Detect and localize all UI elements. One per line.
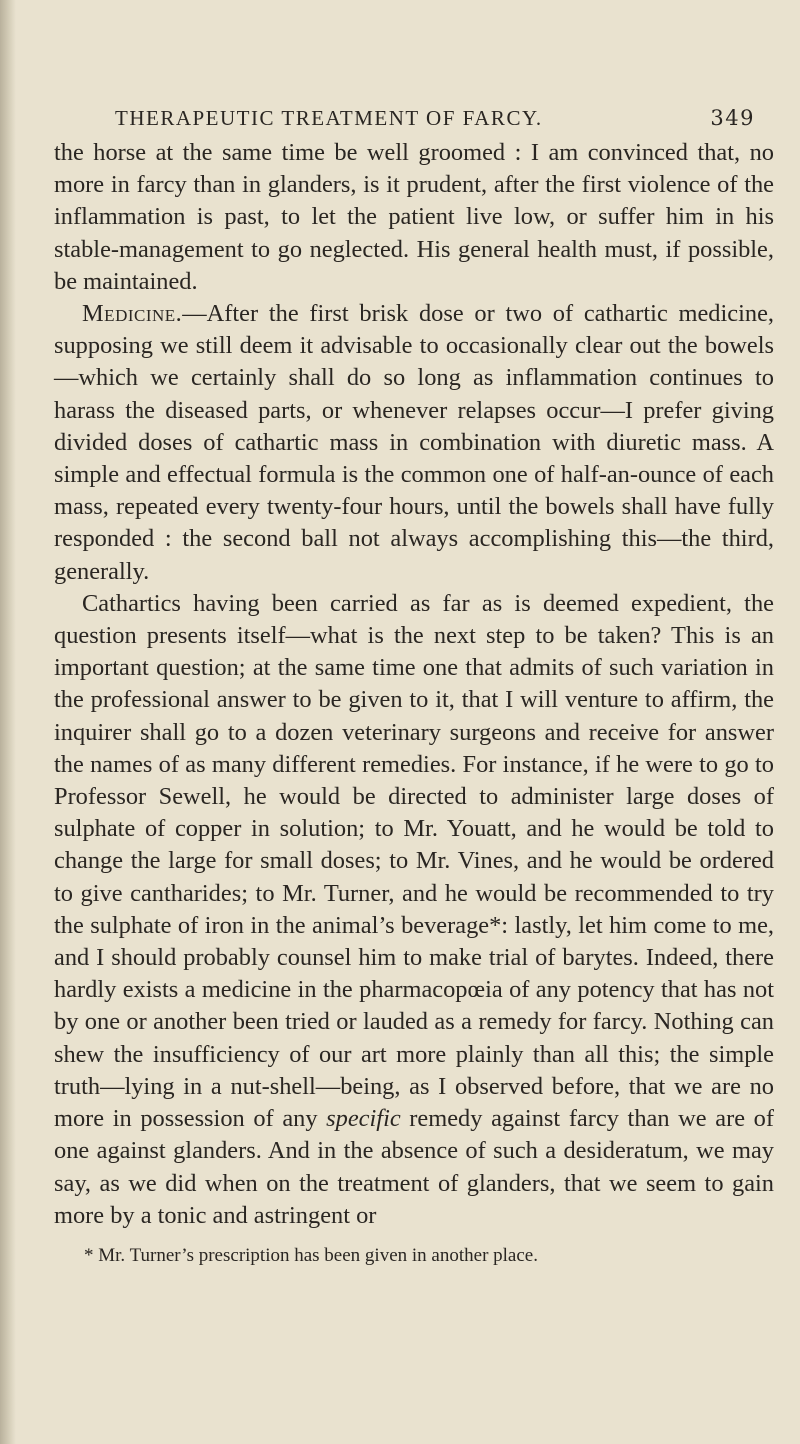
paragraph-2-body: —After the first brisk dose or two of cathartic medicine, supposing we still deem it advisable to occasionally clear out the bowels—which we certainly shall do so long as inflammation continues to harass the diseased parts, or whenever relapses occur—I prefer giving divided doses of cathartic mass in combination with diuretic mass. A simple and effectual formula is the common one of half-an-ounce of each mass, repeated every twenty-four hours, until the bowels shall have fully responded : the second ball not always accomplishing this—the third, generally. [54, 300, 774, 585]
paragraph-3 [54, 588, 774, 1232]
paragraph-3-part-3: remedy against farcy than we are of one against glanders. And in the absence of such a desideratum, we may say, as we did when on the treatment of glanders, that we seem to gain more by a tonic and astringent or [54, 1105, 774, 1229]
page-number: 349 [710, 106, 755, 130]
footnote: * Mr. Turner’s prescription has been given in another place. [84, 1245, 538, 1266]
body-text [54, 137, 774, 1232]
paragraph-3-part-2: : lastly, let him come to me, and I should probably counsel him to make trial of barytes. Indeed, there hardly exists a medicine in the pharmacopœia of any potency that has not by one or another been tried or lauded as a remedy for farcy. Nothing can shew the insufficiency of our art more plainly than all this; the simple truth—lying in a nut-shell—being, as I observed before, that we are no more in possession of any [54, 911, 774, 1133]
italic-specific: specific [326, 1105, 401, 1133]
running-title: THERAPEUTIC TREATMENT OF FARCY. [115, 106, 543, 130]
footnote-reference: * [489, 911, 502, 939]
page-binding-edge [0, 0, 16, 1444]
running-header [115, 106, 755, 131]
paragraph-3-part-1: Cathartics having been carried as far as is deemed expedient, the question presents itself—what is the next step to be taken? This is an important question; at the same time one that admits of such variation in the professional answer to be given to it, that I will venture to affirm, the inquirer shall go to a dozen veterinary surgeons and receive for answer the names of as many different remedies. For instance, if he were to go to Professor Sewell, he would be directed to administer large doses of sulphate of copper in solution; to Mr. Youatt, and he would be told to change the large for small doses; to Mr. Vines, and he would be ordered to give cantharides; to Mr. Turner, and he would be recommended to try the sulphate of iron in the animal’s beverage [54, 589, 774, 939]
paragraph-2 [54, 298, 774, 588]
medicine-heading: Medicine. [82, 300, 183, 328]
paragraph-1: the horse at the same time be well groomed : I am convinced that, no more in farcy than in glanders, is it prudent, after the first violence of the inflammation is past, to let the patient live low, or suffer him in his stable-management to go neglected. His general health must, if possible, be maintained. [54, 139, 774, 295]
